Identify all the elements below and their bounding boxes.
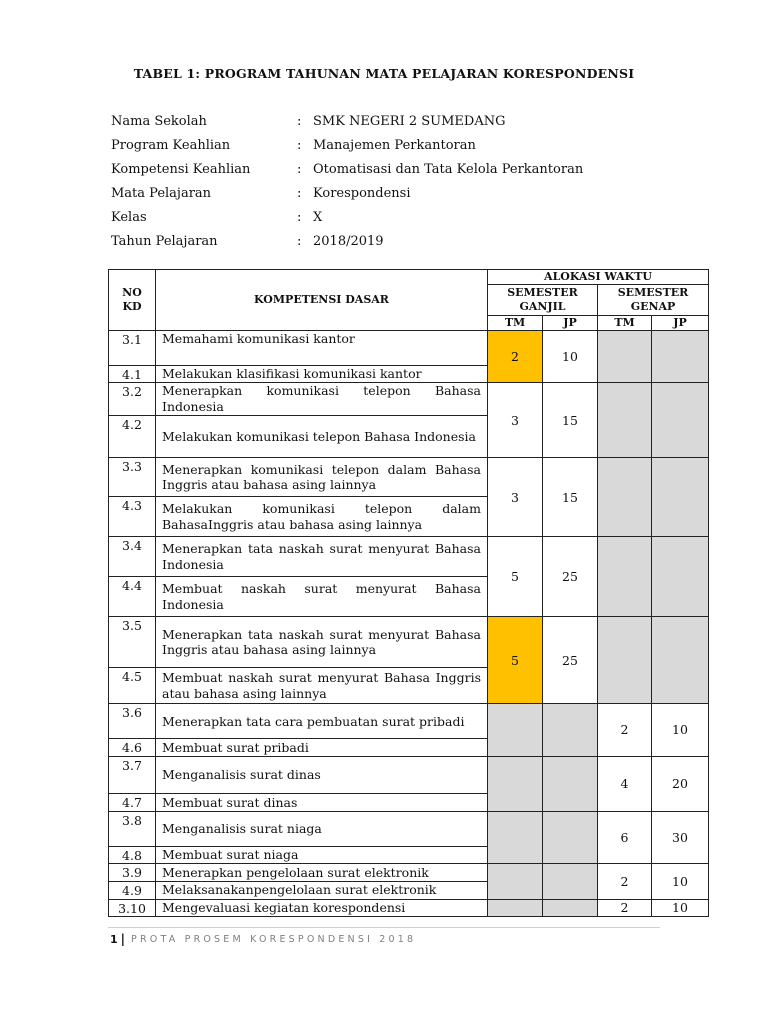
info-label: Tahun Pelajaran [111,233,218,249]
tm-genap: 2 [598,899,652,917]
tm-ganjil-empty [488,864,543,899]
info-colon: : [297,113,302,129]
info-label: Kompetensi Keahlian [111,161,251,177]
jp-ganjil: 15 [543,458,598,537]
kd-number: 3.5 [109,617,156,668]
header-kompetensi-dasar: KOMPETENSI DASAR [156,270,488,331]
kd-text: Melakukan komunikasi telepon Bahasa Indonesia [156,416,488,458]
kd-number: 4.8 [109,846,156,864]
tm-ganjil: 5 [488,617,543,704]
kd-text: Menerapkan tata naskah surat menyurat Bahasa Indonesia [156,537,488,577]
header-jp-genap: JP [652,316,709,331]
kd-text: Membuat surat pribadi [156,739,488,757]
header-semester-genap: SEMESTER GENAP [598,285,709,316]
header-no-kd: NO KD [109,270,156,331]
kd-number: 3.10 [109,899,156,917]
tm-genap: 6 [598,811,652,864]
tm-genap-empty [598,330,652,383]
header-semester-ganjil: SEMESTER GANJIL [488,285,598,316]
info-row-school [111,109,583,133]
tm-genap: 2 [598,704,652,757]
footer-text: PROTA PROSEM KORESPONDENSI 2018 [131,933,417,945]
kd-text: Mengevaluasi kegiatan korespondensi [156,899,488,917]
kd-text: Menerapkan tata naskah surat menyurat Bahasa Inggris atau bahasa asing lainnya [156,617,488,668]
jp-genap: 20 [652,757,709,812]
info-value: Korespondensi [313,185,411,201]
kd-text: Menerapkan tata cara pembuatan surat pribadi [156,704,488,739]
header-jp-ganjil: JP [543,316,598,331]
tm-genap-empty [598,537,652,617]
tm-ganjil: 3 [488,383,543,458]
page-number: 1 [110,932,118,946]
kd-text: Membuat surat dinas [156,794,488,812]
jp-genap: 10 [652,899,709,917]
school-info [111,109,583,253]
tm-ganjil: 3 [488,458,543,537]
info-colon: : [297,185,302,201]
kd-text: Menerapkan pengelolaan surat elektronik [156,864,488,882]
kd-text: Menerapkan komunikasi telepon Bahasa Indonesia [156,383,488,416]
info-label: Program Keahlian [111,137,231,153]
kd-text: Menganalisis surat dinas [156,757,488,794]
tm-ganjil-empty [488,899,543,917]
info-colon: : [297,161,302,177]
competency-table [108,269,709,917]
kd-text: Menganalisis surat niaga [156,811,488,846]
kd-number: 3.2 [109,383,156,416]
jp-genap: 10 [652,704,709,757]
jp-genap: 10 [652,864,709,899]
header-tm-ganjil: TM [488,316,543,331]
kd-number: 4.4 [109,577,156,617]
tm-genap-empty [598,458,652,537]
footer-separator: | [120,932,126,946]
tm-ganjil: 2 [488,330,543,383]
kd-number: 3.1 [109,330,156,365]
jp-genap-empty [652,537,709,617]
kd-number: 4.3 [109,497,156,537]
jp-ganjil-empty [543,864,598,899]
info-colon: : [297,137,302,153]
kd-number: 4.5 [109,668,156,704]
info-value: X [313,209,323,225]
info-row-year [111,229,583,253]
jp-ganjil-empty [543,899,598,917]
info-row-class [111,205,583,229]
info-label: Kelas [111,209,147,225]
page-footer [110,932,416,946]
jp-ganjil-empty [543,704,598,757]
info-value: Manajemen Perkantoran [313,137,476,153]
tm-genap: 2 [598,864,652,899]
footer-divider [108,927,660,928]
jp-genap-empty [652,458,709,537]
jp-ganjil-empty [543,757,598,812]
kd-text: Membuat naskah surat menyurat Bahasa Indonesia [156,577,488,617]
tm-ganjil-empty [488,704,543,757]
jp-genap-empty [652,383,709,458]
info-value: Otomatisasi dan Tata Kelola Perkantoran [313,161,584,177]
info-label: Mata Pelajaran [111,185,212,201]
info-value: 2018/2019 [313,233,384,249]
document-title: TABEL 1: PROGRAM TAHUNAN MATA PELAJARAN KORESPONDENSI [133,66,635,81]
jp-ganjil: 25 [543,537,598,617]
tm-ganjil: 5 [488,537,543,617]
info-colon: : [297,233,302,249]
kd-text: Membuat surat niaga [156,846,488,864]
info-row-subject [111,181,583,205]
tm-genap-empty [598,617,652,704]
kd-number: 3.8 [109,811,156,846]
jp-ganjil-empty [543,811,598,864]
header-tm-genap: TM [598,316,652,331]
kd-number: 3.4 [109,537,156,577]
info-row-program [111,133,583,157]
tm-ganjil-empty [488,811,543,864]
info-label: Nama Sekolah [111,113,207,129]
kd-text: Melakukan komunikasi telepon dalam BahasaInggris atau bahasa asing lainnya [156,497,488,537]
tm-genap-empty [598,383,652,458]
kd-text: Melaksanakanpengelolaan surat elektronik [156,881,488,899]
info-row-competence [111,157,583,181]
kd-text: Menerapkan komunikasi telepon dalam Bahasa Inggris atau bahasa asing lainnya [156,458,488,497]
kd-number: 3.6 [109,704,156,739]
kd-text: Memahami komunikasi kantor [156,330,488,365]
kd-number: 3.7 [109,757,156,794]
jp-ganjil: 10 [543,330,598,383]
jp-genap-empty [652,330,709,383]
header-alokasi-waktu: ALOKASI WAKTU [488,270,709,285]
jp-ganjil: 25 [543,617,598,704]
jp-ganjil: 15 [543,383,598,458]
kd-number: 4.6 [109,739,156,757]
kd-number: 4.7 [109,794,156,812]
tm-ganjil-empty [488,757,543,812]
kd-number: 4.9 [109,881,156,899]
info-colon: : [297,209,302,225]
kd-number: 4.1 [109,365,156,383]
kd-number: 4.2 [109,416,156,458]
kd-number: 3.3 [109,458,156,497]
kd-text: Melakukan klasifikasi komunikasi kantor [156,365,488,383]
kd-number: 3.9 [109,864,156,882]
jp-genap-empty [652,617,709,704]
tm-genap: 4 [598,757,652,812]
jp-genap: 30 [652,811,709,864]
kd-text: Membuat naskah surat menyurat Bahasa Inggris atau bahasa asing lainnya [156,668,488,704]
info-value: SMK NEGERI 2 SUMEDANG [313,113,506,129]
